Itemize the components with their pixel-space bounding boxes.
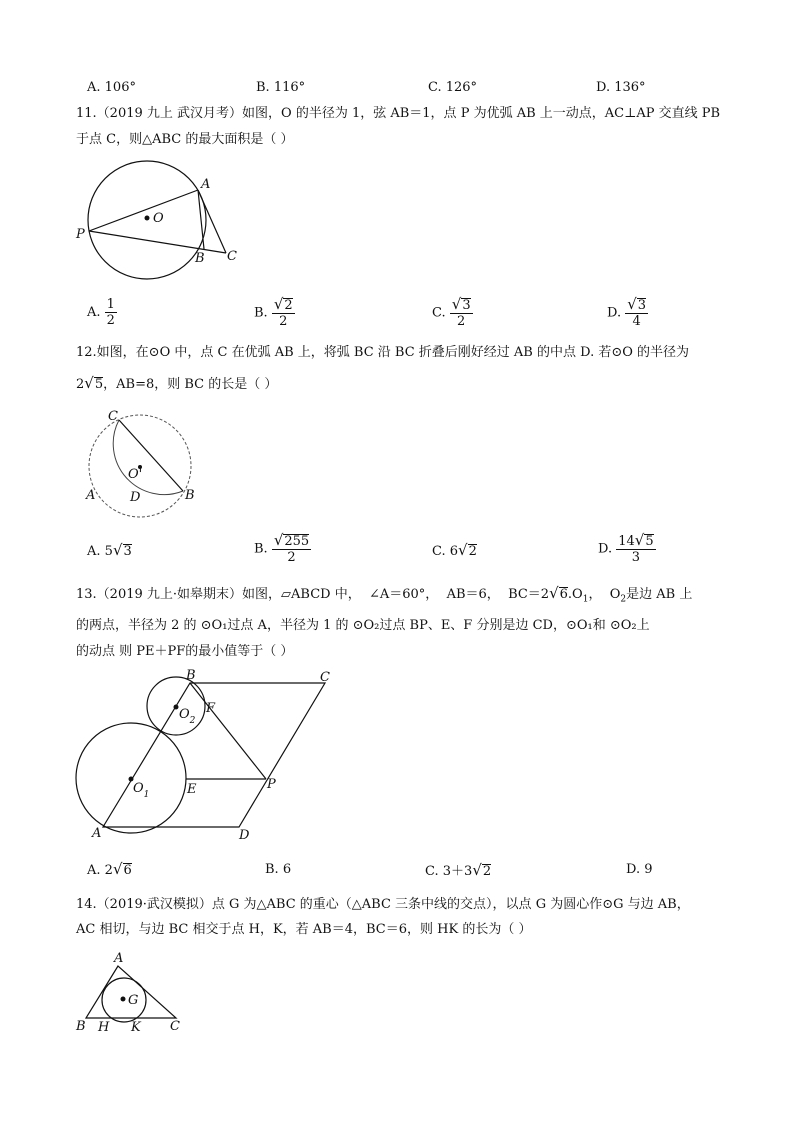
q13-option-b: B. 6 (265, 862, 292, 877)
q11-option-a-letter: A. (87, 305, 101, 320)
q10-option-a: A. 106° (87, 80, 136, 95)
q11-option-c-letter: C. (432, 305, 446, 321)
q11-text-line2: 于点 C，则△ABC 的最大面积是（ ） (76, 132, 294, 147)
q12-label-b: B (185, 488, 195, 503)
q11-option-b-fraction: $\frac{√2}{2}$ (273, 295, 293, 329)
q12-text-line2-rest: ，AB=8，则 BC 的长是（ ） (103, 377, 278, 392)
q11-label-p: P (76, 227, 85, 242)
q12-label-d: D (130, 490, 141, 505)
q14-label-k: K (131, 1020, 141, 1035)
q13-option-d: D. 9 (626, 862, 653, 877)
q11-label-o: O (153, 211, 164, 226)
q12-text-line2: 2√5，AB=8，则 BC 的长是（ ） (76, 374, 278, 392)
q13-label-o1: $O_1$ (133, 781, 150, 800)
q11-label-c: C (227, 249, 237, 264)
q14-label-h: H (98, 1020, 110, 1035)
q13-label-c: C (320, 670, 330, 685)
q13-label-f: F (206, 701, 216, 716)
q14-text-line1: 14.（2019·武汉模拟）点 G 为△ABC 的重心（△ABC 三条中线的交点），以点 G 为圆心作⊙G 与边 AB， (76, 897, 690, 912)
q13-option-c: C. 3＋3√2 (425, 861, 492, 879)
q12-text-line1: 12.如图，在⊙O 中，点 C 在优弧 AB 上，将弧 BC 沿 BC 折叠后刚好经过 AB 的中点 D. 若⊙O 的半径为 (76, 345, 690, 360)
q14-triangle (86, 966, 176, 1018)
q12-option-d: D. $\frac{14√5}{3}$ (598, 531, 654, 565)
q14-label-b: B (76, 1019, 86, 1034)
q12-label-a: A (86, 488, 96, 503)
q13-text-line1: 13.（2019 九上·如皋期末）如图，▱ABCD 中， ∠A＝60°， AB＝6， $BC=2√6.O_1$， $O_2$是边 AB 上 (76, 584, 693, 605)
q14-label-g: G (128, 993, 139, 1008)
q13-label-a: A (92, 826, 102, 841)
q11-label-a: A (201, 177, 211, 192)
q14-label-c: C (170, 1019, 180, 1034)
q11-option-a-fraction: $\frac{1}{2}$ (106, 297, 115, 328)
q14-center-g (121, 997, 126, 1002)
q13-text-line3: 的动点 则 PE＋PF的最小值等于（ ） (76, 644, 294, 659)
q12-label-c: C (108, 409, 118, 424)
q12-option-a: A. 5√3 (87, 541, 132, 559)
q12-radius-coef: 2 (76, 377, 85, 392)
q13-label-d: D (239, 828, 250, 843)
q14-label-a: A (114, 951, 124, 966)
q13-text-line2: 的两点，半径为 2 的 ⊙O₁过点 A，半径为 1 的 ⊙O₂过点 BP、E、F 分别是边 CD，⊙O₁和 ⊙O₂上 (76, 618, 650, 633)
q11-text-line1: 11.（2019 九上 武汉月考）如图，O 的半径为 1，弦 AB＝1，点 P 为优弧 AB 上一动点，AC⊥AP 交直线 PB (76, 106, 721, 121)
q10-option-d: D. 136° (596, 80, 646, 95)
q12-option-b: B. $\frac{√255}{2}$ (254, 531, 310, 565)
q10-option-b: B. 116° (256, 80, 306, 95)
q13-label-e: E (187, 782, 197, 797)
q11-option-c-fraction: $\frac{√3}{2}$ (451, 295, 471, 329)
q11-option-d-fraction: $\frac{√3}{4}$ (627, 295, 647, 329)
q11-option-d-letter: D. (607, 305, 622, 321)
q13-label-o2: $O_2$ (179, 707, 196, 726)
q10-option-c: C. 126° (428, 80, 478, 95)
q13-label-p: P (267, 777, 276, 792)
q12-radius-rad: 5 (94, 377, 104, 392)
q11-label-b: B (195, 251, 205, 266)
q11-option-b-letter: B. (254, 305, 268, 321)
q14-text-line2: AC 相切，与边 BC 相交于点 H，K，若 AB＝4，BC＝6，则 HK 的长为（ ） (76, 922, 532, 937)
q13-label-b: B (186, 668, 196, 683)
q12-label-o: O' (128, 467, 143, 482)
q13-option-a: A. 2√6 (87, 860, 132, 878)
q12-option-c: C. 6√2 (432, 541, 477, 559)
